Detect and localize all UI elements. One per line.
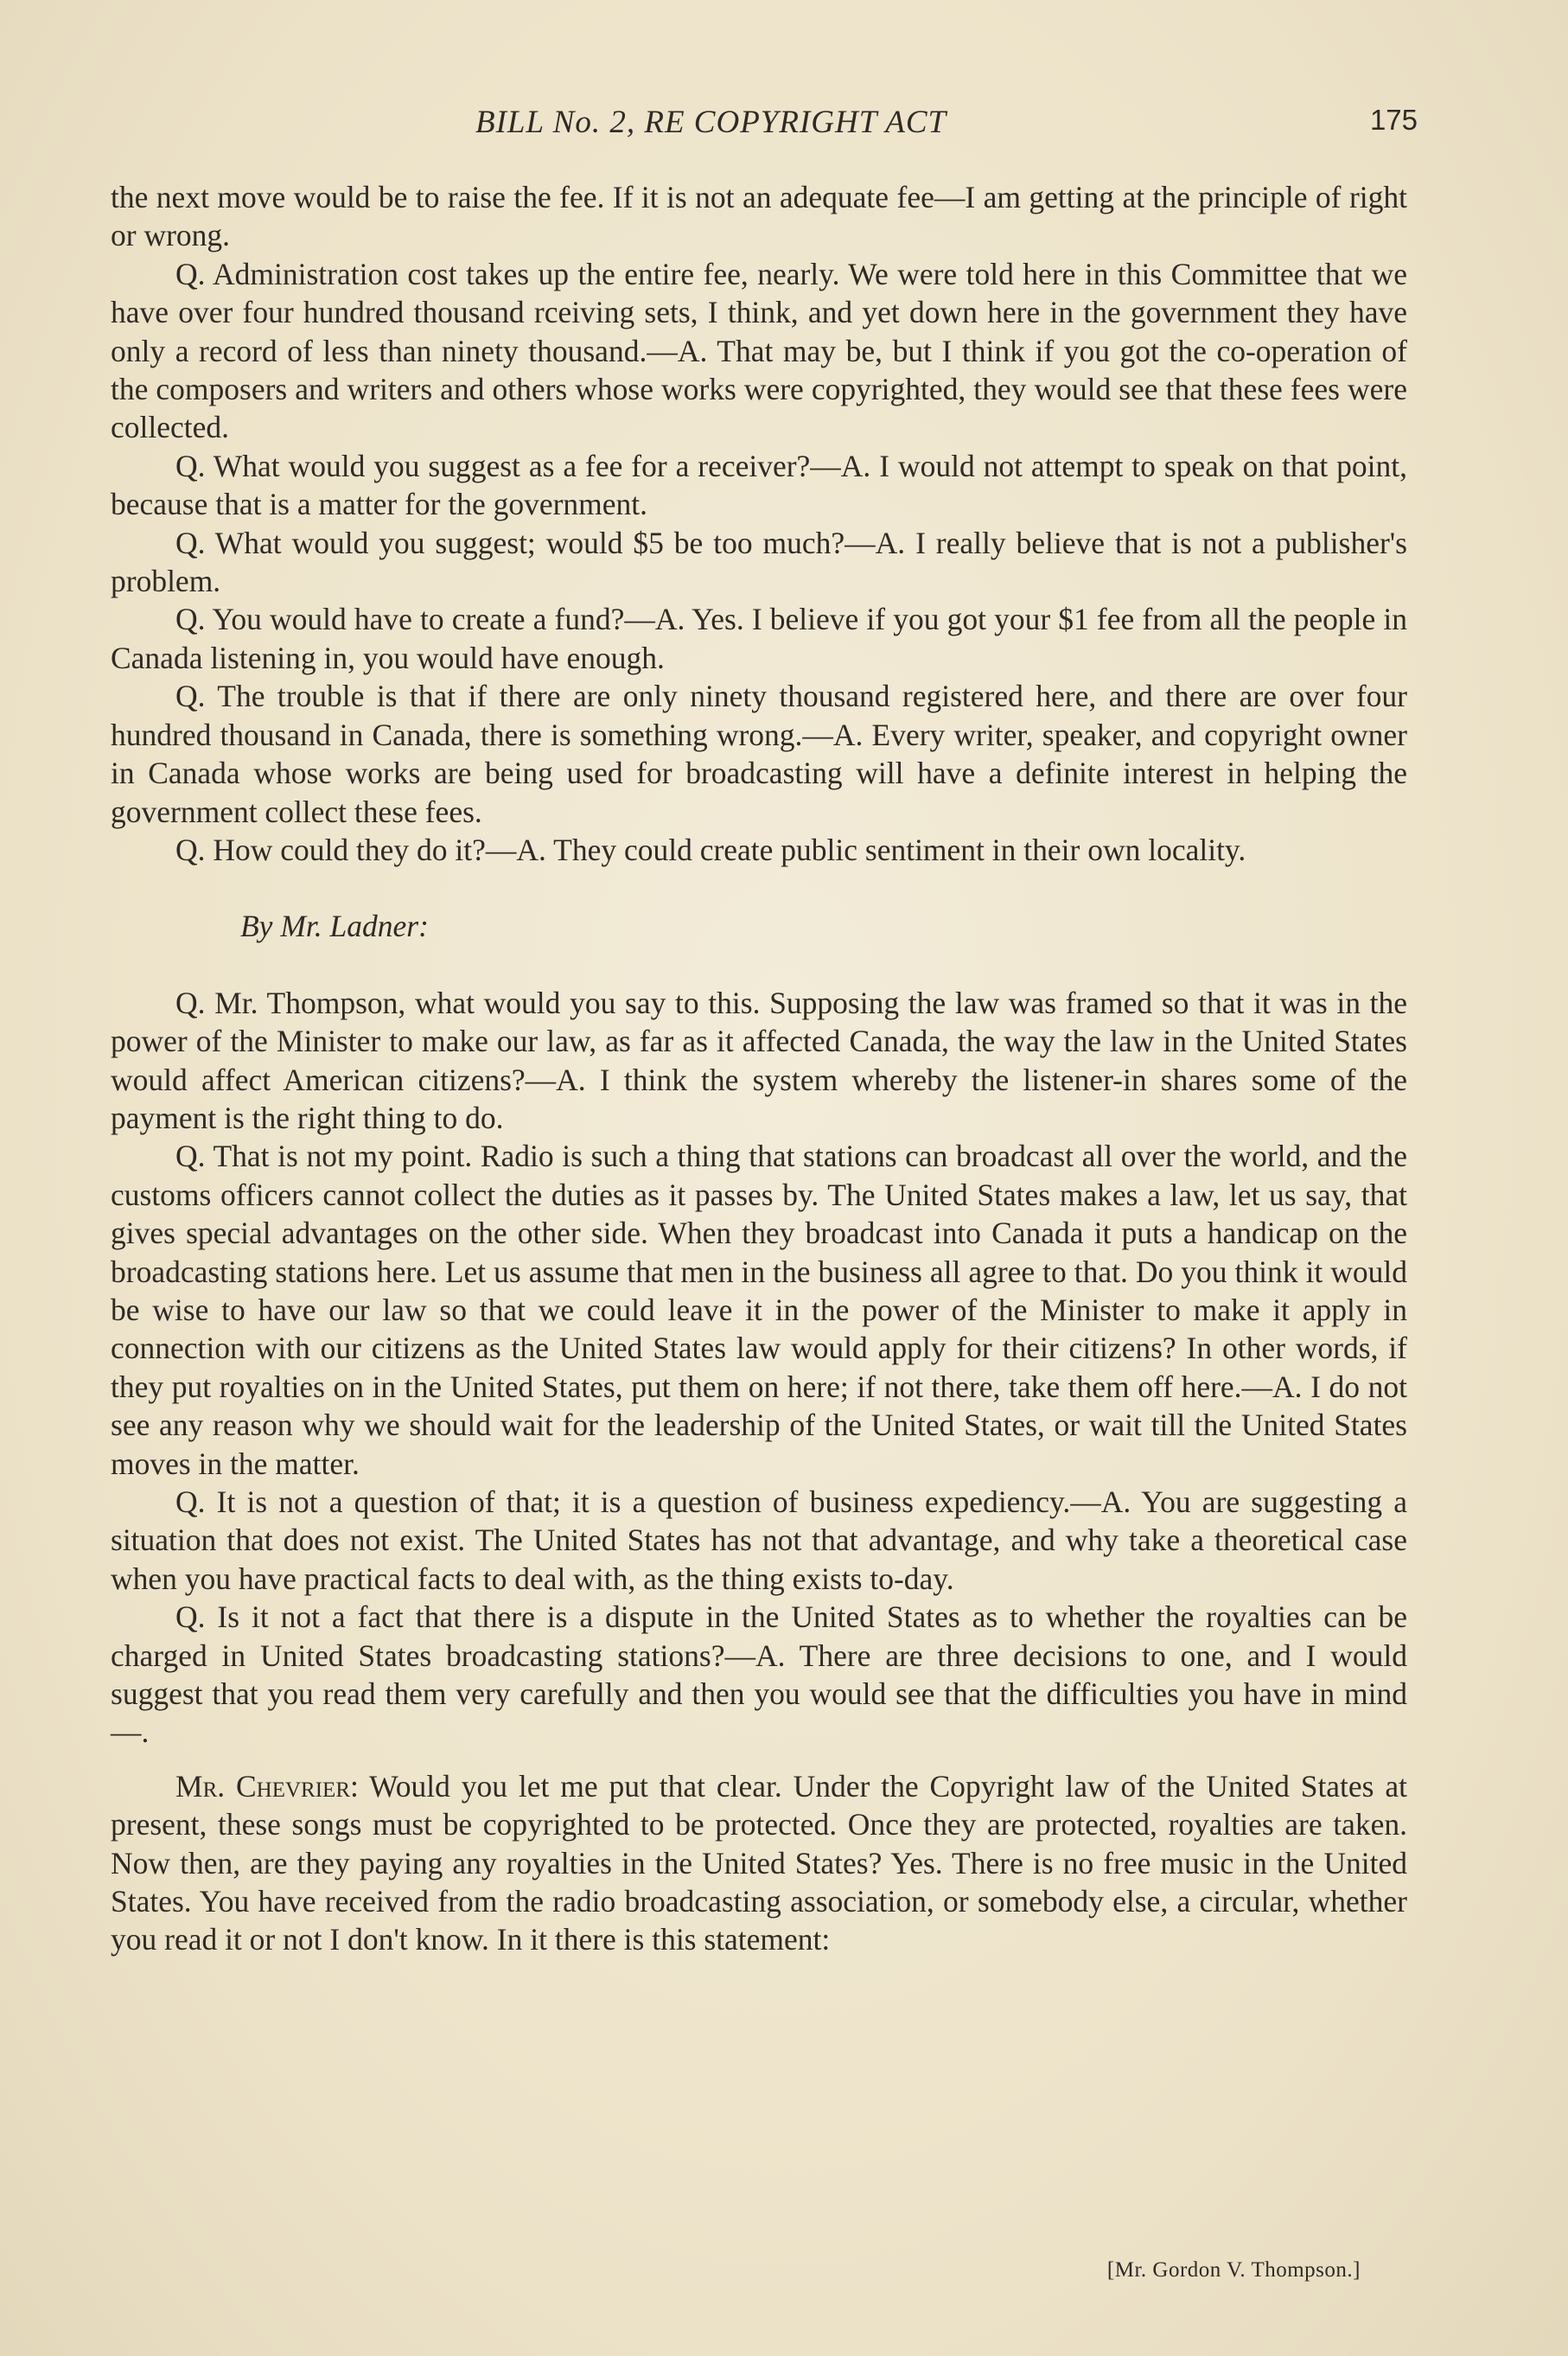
speaker-text: : Would you let me put that clear. Under the Copyright law of the United States at present, these songs must be copyrighted to be protected. Once they are protected, royalties are taken. Now then, are they paying any royalties in the United States? Yes. There is no free music in the United States. You have received from the radio broadcasting association, or somebody else, a circular, whether you read it or not I don't know. In it there is this statement:: [111, 1768, 1407, 1957]
subheading: By Mr. Ladner:: [240, 909, 429, 944]
paragraph: Q. Is it not a fact that there is a dispute in the United States as to whether the royalties can be charged in United States broadcasting stations?—A. There are three decisions to one, and I would suggest that you read them very carefully and then you would see that the difficulties you have in mind—.: [111, 1599, 1407, 1750]
paragraph: the next move would be to raise the fee. If it is not an adequate fee—I am getting at the principle of right or wrong.: [111, 180, 1407, 253]
witness-tag: [Mr. Gordon V. Thompson.]: [1106, 2258, 1361, 2282]
paragraph: Q. It is not a question of that; it is a question of business expediency.—A. You are suggesting a situation that does not exist. The United States has not that advantage, and why take a theoretical case when you have practical facts to deal with, as the thing exists to-day.: [111, 1484, 1407, 1596]
running-title: BILL No. 2, RE COPYRIGHT ACT: [475, 105, 947, 140]
running-head: [104, 104, 1418, 156]
paragraph: Q. Mr. Thompson, what would you say to this. Supposing the law was framed so that it was in the power of the Minister to make our law, as far as it affected Canada, the way the law in the United States would affect American citizens?—A. I think the system whereby the listener-in shares some of the payment is the right thing to do.: [111, 985, 1407, 1135]
paragraph: Q. That is not my point. Radio is such a thing that stations can broadcast all over the world, and the customs officers cannot collect the duties as it passes by. The United States makes a law, let us say, that gives special advantages on the other side. When they broadcast into Canada it puts a handicap on the broadcasting stations here. Let us assume that men in the business all agree to that. Do you think it would be wise to have our law so that we could leave it in the power of the Minister to make it apply in connection with our citizens as the United States law would apply for their citizens? In other words, if they put royalties on in the United States, put them on here; if not there, take them off here.—A. I do not see any reason why we should wait for the leadership of the United States, or wait till the United States moves in the matter.: [111, 1139, 1407, 1481]
paragraph: Q. You would have to create a fund?—A. Yes. I believe if you got your $1 fee from all the people in Canada listening in, you would have enough.: [111, 602, 1407, 675]
paragraph: Q. What would you suggest; would $5 be too much?—A. I really believe that is not a publisher's problem.: [111, 525, 1407, 599]
paragraph: Q. How could they do it?—A. They could create public sentiment in their own locality.: [175, 832, 1246, 867]
paragraph: Q. What would you suggest as a fee for a receiver?—A. I would not attempt to speak on that point, because that is a matter for the government.: [111, 448, 1407, 522]
speaker-paragraph: [111, 1767, 1407, 1959]
body-text: [111, 178, 1407, 1959]
paragraph: Q. Administration cost takes up the entire fee, nearly. We were told here in this Committee that we have over four hundred thousand rceiving sets, I think, and yet down here in the government they have only a record of less than ninety thousand.—A. That may be, but I think if you got the co-operation of the composers and writers and others whose works were copyrighted, they would see that these fees were collected.: [111, 256, 1407, 445]
paragraph: Q. The trouble is that if there are only ninety thousand registered here, and there are over four hundred thousand in Canada, there is something wrong.—A. Every writer, speaker, and copyright owner in Canada whose works are being used for broadcasting will have a definite interest in helping the government collect these fees.: [111, 679, 1407, 829]
speaker-name: Mr. Chevrier: [175, 1768, 351, 1804]
page-number: 175: [1369, 104, 1418, 136]
